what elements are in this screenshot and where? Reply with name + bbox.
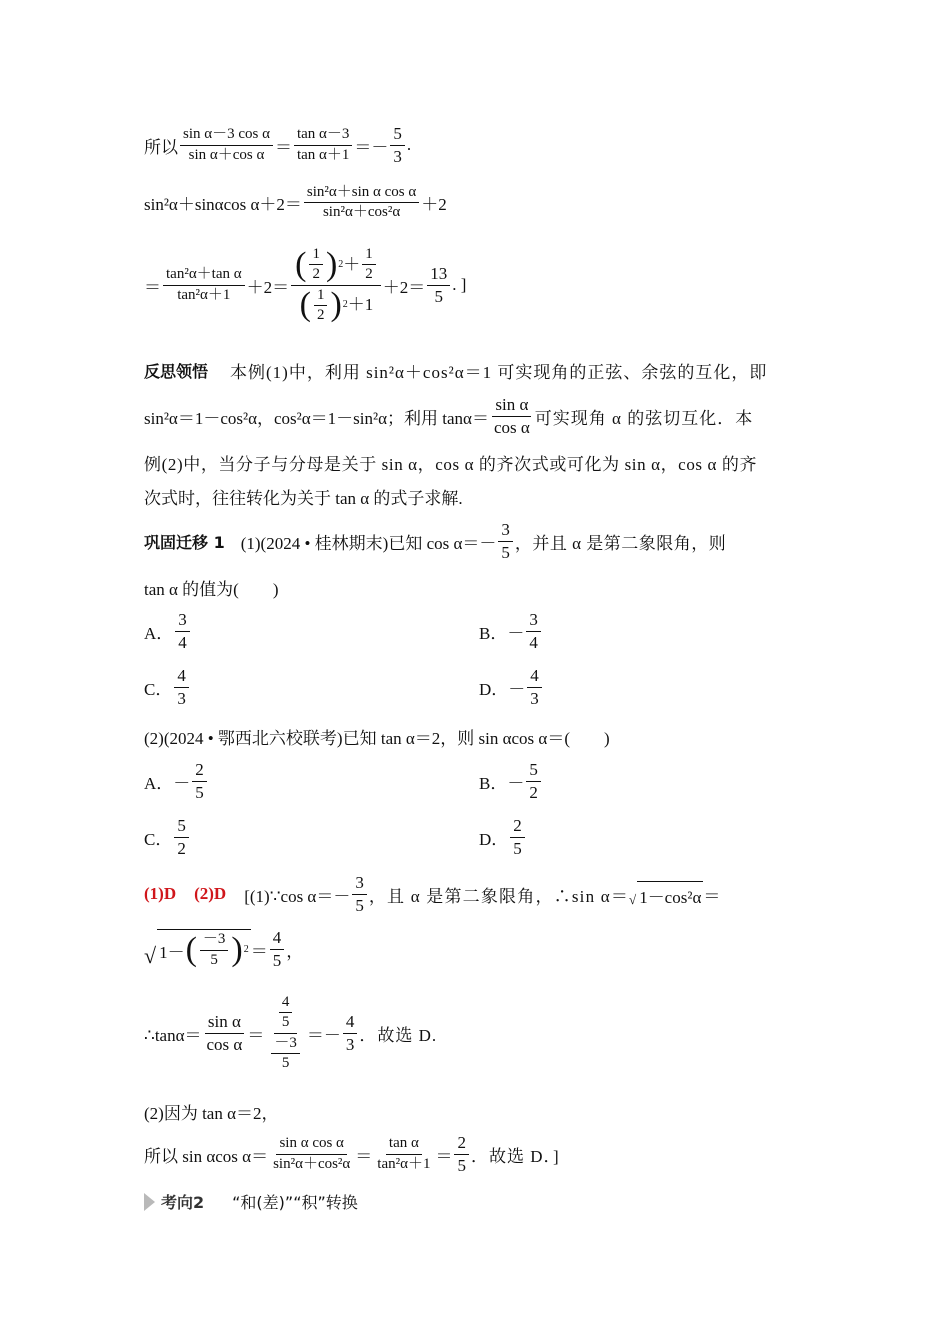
fraction bbox=[270, 928, 285, 970]
numerator: 13 bbox=[427, 264, 450, 286]
answer-2: (2)D bbox=[194, 884, 227, 904]
denominator: 5 bbox=[281, 1014, 290, 1031]
answer-line-3 bbox=[144, 994, 437, 1072]
fraction bbox=[270, 1135, 353, 1173]
reflect-label: 反思领悟 bbox=[144, 362, 209, 381]
numerator: 5 bbox=[390, 124, 405, 146]
numerator: tan²α＋tan α bbox=[163, 266, 245, 285]
denominator: 3 bbox=[530, 688, 539, 708]
fraction bbox=[352, 873, 367, 915]
text: sin²α＝1－cos²α，cos²α＝1－sin²α；利用 tanα＝ bbox=[144, 408, 489, 428]
answer-line-4 bbox=[144, 1099, 279, 1124]
numerator: 1 bbox=[309, 246, 323, 265]
numerator: sin α cos α bbox=[276, 1135, 346, 1154]
sign: － bbox=[507, 623, 525, 643]
denominator: 3 bbox=[177, 688, 186, 708]
option-label: B． bbox=[479, 773, 508, 793]
fraction bbox=[204, 1012, 246, 1054]
practice-q1-line-1 bbox=[144, 520, 726, 562]
text: 所以 bbox=[144, 137, 178, 157]
section-tag: 考向2 bbox=[161, 1193, 205, 1212]
denominator: sin α＋cos α bbox=[188, 146, 265, 163]
fraction bbox=[163, 266, 245, 304]
denominator bbox=[266, 1034, 305, 1073]
section-title: “和(差)”“积”转换 bbox=[232, 1193, 358, 1212]
paren: ( bbox=[185, 931, 197, 969]
fraction bbox=[491, 395, 533, 437]
denominator: 4 bbox=[178, 632, 187, 652]
text: ．故选 D．] bbox=[470, 1146, 560, 1166]
fraction bbox=[510, 816, 525, 858]
text: ＝ bbox=[703, 886, 721, 906]
option-q2-c[interactable] bbox=[144, 816, 191, 858]
fraction bbox=[279, 994, 293, 1032]
complex-fraction bbox=[266, 994, 305, 1072]
numerator: 4 bbox=[279, 994, 293, 1013]
paren: ( bbox=[295, 245, 307, 283]
radical-sign: √ bbox=[144, 942, 157, 968]
denominator: 2 bbox=[529, 782, 538, 802]
paren: ) bbox=[325, 245, 338, 283]
denominator: 2 bbox=[312, 266, 320, 283]
text: ＋1 bbox=[347, 295, 374, 315]
paren: ) bbox=[231, 931, 243, 969]
denominator: tan²α＋1 bbox=[177, 286, 231, 303]
fraction bbox=[200, 931, 229, 969]
fraction bbox=[427, 264, 450, 306]
triangle-bullet-icon bbox=[144, 1193, 155, 1211]
denominator: 5 bbox=[513, 838, 522, 858]
fraction bbox=[180, 126, 273, 164]
paren: ( bbox=[299, 286, 311, 324]
numerator: 5 bbox=[174, 816, 189, 838]
text: 次式时，往往转化为关于 tan α 的式子求解. bbox=[144, 489, 463, 508]
fraction bbox=[304, 184, 419, 222]
text: ，且 α 是第二象限角，∴sin α＝ bbox=[368, 886, 630, 906]
fraction bbox=[314, 287, 328, 325]
fraction bbox=[374, 1135, 433, 1173]
text: (2)(2024 • 鄂西北六校联考)已知 tan α＝2，则 sin αcos α＝( ) bbox=[144, 729, 610, 748]
fraction bbox=[526, 760, 541, 802]
denominator: 2 bbox=[316, 306, 325, 323]
reflect-line-2 bbox=[144, 395, 753, 437]
text: ．故选 D. bbox=[359, 1025, 438, 1045]
numerator: 1 bbox=[362, 246, 376, 265]
numerator: 4 bbox=[527, 666, 542, 688]
option-label: A． bbox=[144, 623, 174, 643]
option-label: C． bbox=[144, 829, 173, 849]
numerator: 3 bbox=[175, 610, 190, 632]
paren: ) bbox=[330, 286, 342, 324]
denominator: sin²α＋cos²α bbox=[273, 1155, 351, 1172]
fraction bbox=[309, 246, 323, 284]
numerator: －3 bbox=[271, 1035, 300, 1054]
text: ＋ bbox=[343, 254, 361, 274]
denominator: 5 bbox=[355, 895, 364, 915]
numerator: sin α bbox=[492, 395, 531, 417]
equation-line-1 bbox=[144, 124, 411, 166]
option-label: C． bbox=[144, 679, 173, 699]
fraction bbox=[192, 760, 207, 802]
text: ＝ bbox=[247, 1025, 265, 1045]
fraction bbox=[343, 1012, 358, 1054]
text: tan α 的值为( ) bbox=[144, 580, 279, 599]
fraction bbox=[498, 520, 513, 562]
fraction bbox=[390, 124, 405, 166]
denominator: 2 bbox=[177, 838, 186, 858]
option-q2-a[interactable] bbox=[144, 760, 209, 802]
numerator: sin α bbox=[205, 1012, 244, 1034]
option-label: B． bbox=[479, 623, 508, 643]
denominator: 4 bbox=[529, 632, 538, 652]
denominator: sin²α＋cos²α bbox=[322, 204, 401, 221]
numerator: sin²α＋sin α cos α bbox=[304, 184, 419, 203]
text: [(1)∵cos α＝－ bbox=[244, 886, 351, 906]
fraction bbox=[175, 610, 190, 652]
denominator: 3 bbox=[345, 1034, 355, 1054]
text: ＝－ bbox=[354, 137, 389, 157]
text: . bbox=[406, 135, 412, 155]
text: ＋2 bbox=[421, 195, 447, 215]
text: (1)(2024 • 桂林期末)已知 cos α＝－ bbox=[240, 533, 497, 553]
option-q2-b[interactable] bbox=[479, 760, 543, 802]
numerator: 5 bbox=[526, 760, 541, 782]
denominator: 5 bbox=[210, 951, 218, 968]
denominator: 5 bbox=[434, 286, 444, 306]
practice-label: 巩固迁移 1 bbox=[144, 532, 225, 552]
fraction bbox=[174, 666, 189, 708]
text: ＋2＝ bbox=[246, 277, 290, 297]
numerator: 2 bbox=[454, 1133, 469, 1155]
reflect-line-1 bbox=[144, 358, 767, 383]
sqrt bbox=[629, 881, 703, 908]
answer-1: (1)D bbox=[144, 884, 177, 904]
text: ＋2＝ bbox=[382, 277, 426, 297]
sqrt bbox=[144, 929, 251, 969]
reflect-line-3 bbox=[144, 450, 757, 475]
denominator: 5 bbox=[195, 782, 204, 802]
numerator: 3 bbox=[352, 873, 367, 895]
numerator: 3 bbox=[526, 610, 541, 632]
denominator: tan α＋1 bbox=[296, 146, 350, 163]
sign: － bbox=[173, 773, 191, 793]
numerator bbox=[274, 994, 298, 1034]
numerator: －3 bbox=[200, 931, 229, 950]
numerator: 2 bbox=[510, 816, 525, 838]
text: ＝ bbox=[250, 941, 268, 961]
fraction bbox=[174, 816, 189, 858]
text: 本例(1)中，利用 sin²α＋cos²α＝1 可实现角的正弦、余弦的互化，即 bbox=[230, 363, 768, 382]
section-heading bbox=[144, 1190, 358, 1213]
text: 1－ bbox=[159, 942, 185, 962]
denominator: cos α bbox=[493, 417, 530, 437]
numerator: tan α－3 bbox=[294, 126, 352, 145]
numerator: 1 bbox=[314, 287, 328, 306]
text: ＝ bbox=[274, 137, 292, 157]
practice-q2-line bbox=[144, 724, 610, 749]
text: ＝ bbox=[144, 277, 161, 297]
text: ＝ bbox=[435, 1146, 453, 1166]
reflect-line-4 bbox=[144, 484, 463, 509]
answer-line-2 bbox=[144, 928, 303, 970]
denominator: 2 bbox=[365, 266, 373, 283]
denominator: 5 bbox=[457, 1155, 466, 1175]
fraction bbox=[294, 126, 352, 164]
equation-line-3 bbox=[144, 246, 466, 324]
sign: － bbox=[507, 773, 525, 793]
fraction bbox=[527, 666, 542, 708]
option-q1-c[interactable] bbox=[144, 666, 191, 708]
fraction bbox=[271, 1035, 300, 1073]
text: 例(2)中，当分子与分母是关于 sin α，cos α 的齐次式或可化为 sin α，cos α 的齐 bbox=[144, 455, 758, 474]
fraction bbox=[526, 610, 541, 652]
denominator: 5 bbox=[272, 950, 282, 970]
denominator: ( $\frac{1}{2}$ ) 2 ＋1 bbox=[299, 286, 374, 324]
denominator: 5 bbox=[281, 1054, 290, 1071]
practice-q1-line-2 bbox=[144, 575, 279, 600]
text: ＝－ bbox=[306, 1025, 341, 1045]
radicand: 1－cos²α bbox=[637, 881, 703, 908]
option-q1-d[interactable] bbox=[479, 666, 544, 708]
radicand: 1－ ( $\frac{-3}{5}$ ) 2 bbox=[159, 931, 249, 969]
numerator: sin α－3 cos α bbox=[180, 126, 273, 145]
numerator: 4 bbox=[270, 928, 285, 950]
text: 所以 sin αcos α＝ bbox=[144, 1146, 269, 1166]
option-label: A． bbox=[144, 773, 174, 793]
text: 可实现角 α 的弦切互化．本 bbox=[534, 408, 754, 428]
text: sin²α＋sinαcos α＋2＝ bbox=[144, 195, 302, 215]
option-q1-b[interactable] bbox=[479, 610, 543, 652]
numerator: ( $\frac{1}{2}$ ) 2 ＋ $\frac{1}{2}$ bbox=[291, 246, 381, 286]
answer-line-1 bbox=[144, 873, 720, 915]
fraction bbox=[454, 1133, 469, 1175]
option-q2-d[interactable] bbox=[479, 816, 527, 858]
numerator: 2 bbox=[192, 760, 207, 782]
denominator: tan²α＋1 bbox=[377, 1155, 431, 1172]
numerator: 4 bbox=[174, 666, 189, 688]
text: . ] bbox=[452, 275, 467, 294]
option-q1-a[interactable] bbox=[144, 610, 192, 652]
denominator: cos α bbox=[206, 1034, 243, 1054]
option-label: D． bbox=[479, 679, 509, 699]
numerator: 3 bbox=[498, 520, 513, 542]
denominator: 3 bbox=[393, 146, 402, 166]
answer-line-5 bbox=[144, 1133, 560, 1175]
sign: － bbox=[508, 679, 526, 699]
text: ， bbox=[286, 941, 304, 961]
complex-fraction bbox=[291, 246, 381, 324]
denominator: 5 bbox=[501, 542, 510, 562]
text: (2)因为 tan α＝2， bbox=[144, 1104, 279, 1123]
text: ，并且 α 是第二象限角，则 bbox=[514, 533, 727, 553]
text: ∴tanα＝ bbox=[144, 1025, 202, 1045]
text: ＝ bbox=[355, 1146, 373, 1166]
numerator: tan α bbox=[386, 1135, 422, 1154]
numerator: 4 bbox=[343, 1012, 358, 1034]
fraction bbox=[362, 246, 376, 284]
equation-line-2 bbox=[144, 184, 447, 222]
radical-sign: √ bbox=[629, 891, 637, 907]
option-label: D． bbox=[479, 829, 509, 849]
